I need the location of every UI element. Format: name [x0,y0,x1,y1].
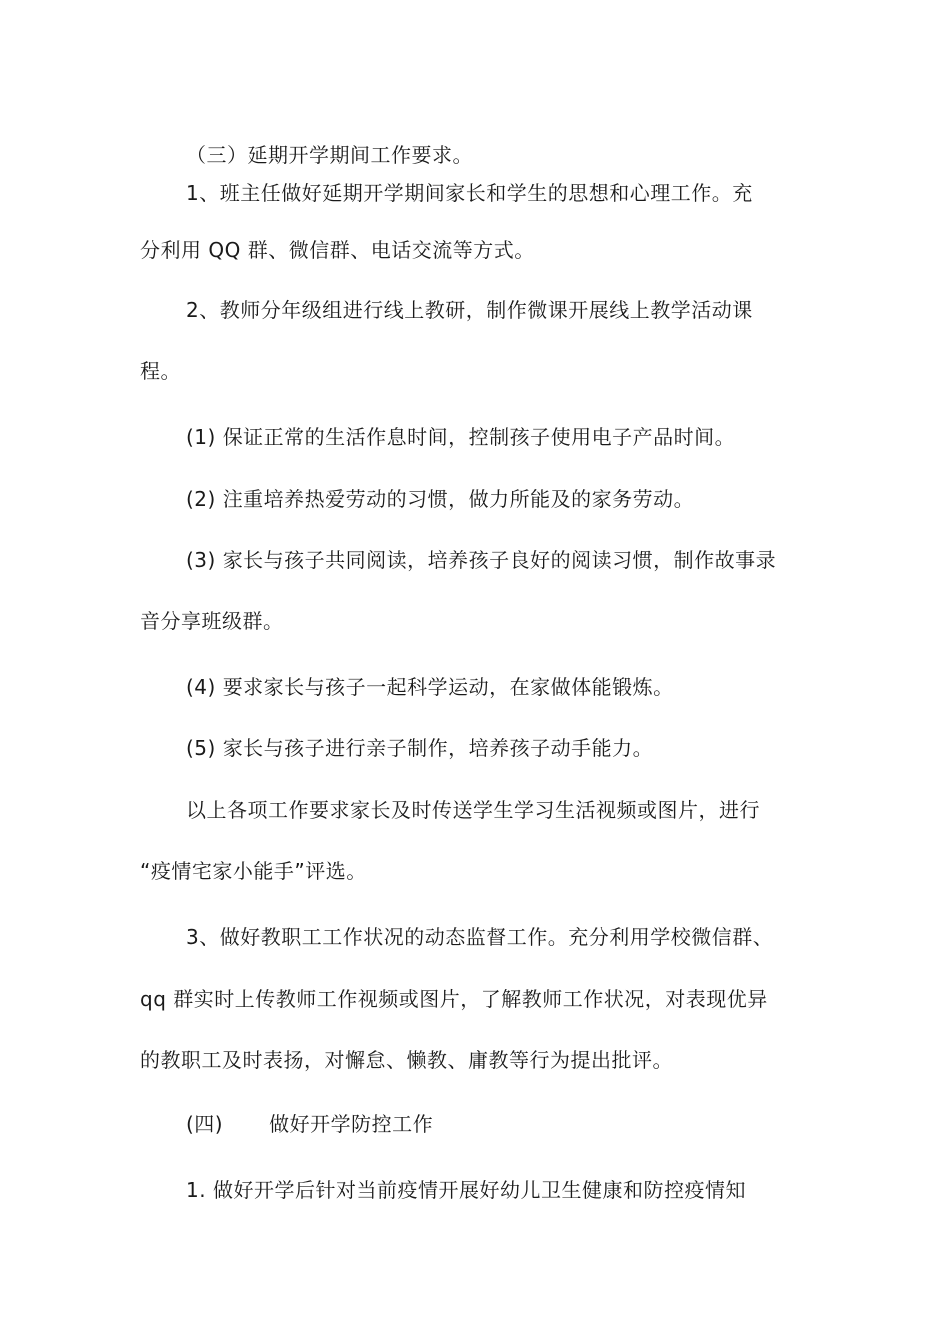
section-three-heading: （三）延期开学期间工作要求。 [186,143,473,167]
list-item-2: (2) 注重培养热爱劳动的习惯，做力所能及的家务劳动。 [186,487,695,511]
list-item-3-line-1: (3) 家长与孩子共同阅读，培养孩子良好的阅读习惯，制作故事录 [186,548,777,572]
list-item-5: (5) 家长与孩子进行亲子制作，培养孩子动手能力。 [186,736,654,760]
summary-line-2: “疫情宅家小能手”评选。 [140,859,367,883]
list-item-1: (1) 保证正常的生活作息时间，控制孩子使用电子产品时间。 [186,425,736,449]
section-four-title: 做好开学防控工作 [269,1112,434,1136]
list-item-3-line-2: 音分享班级群。 [140,609,284,633]
paragraph-1-line-2: 分利用 QQ 群、微信群、电话交流等方式。 [140,238,535,262]
paragraph-3-line-2: qq 群实时上传教师工作视频或图片，了解教师工作状况，对表现优异 [140,987,768,1011]
summary-line-1: 以上各项工作要求家长及时传送学生学习生活视频或图片，进行 [186,798,760,822]
list-item-4: (4) 要求家长与孩子一起科学运动，在家做体能锻炼。 [186,675,674,699]
section-four-heading [186,1110,433,1138]
paragraph-3-line-1: 3、做好教职工工作状况的动态监督工作。充分利用学校微信群、 [186,925,774,949]
paragraph-4-line-1: 1. 做好开学后针对当前疫情开展好幼儿卫生健康和防控疫情知 [186,1178,746,1202]
section-four-label: (四) [186,1112,224,1136]
paragraph-1-line-1: 1、班主任做好延期开学期间家长和学生的思想和心理工作。充 [186,181,753,205]
paragraph-3-line-3: 的教职工及时表扬，对懈怠、懒教、庸教等行为提出批评。 [140,1048,673,1072]
paragraph-2-line-2: 程。 [140,359,181,383]
paragraph-2-line-1: 2、教师分年级组进行线上教研，制作微课开展线上教学活动课 [186,298,753,322]
